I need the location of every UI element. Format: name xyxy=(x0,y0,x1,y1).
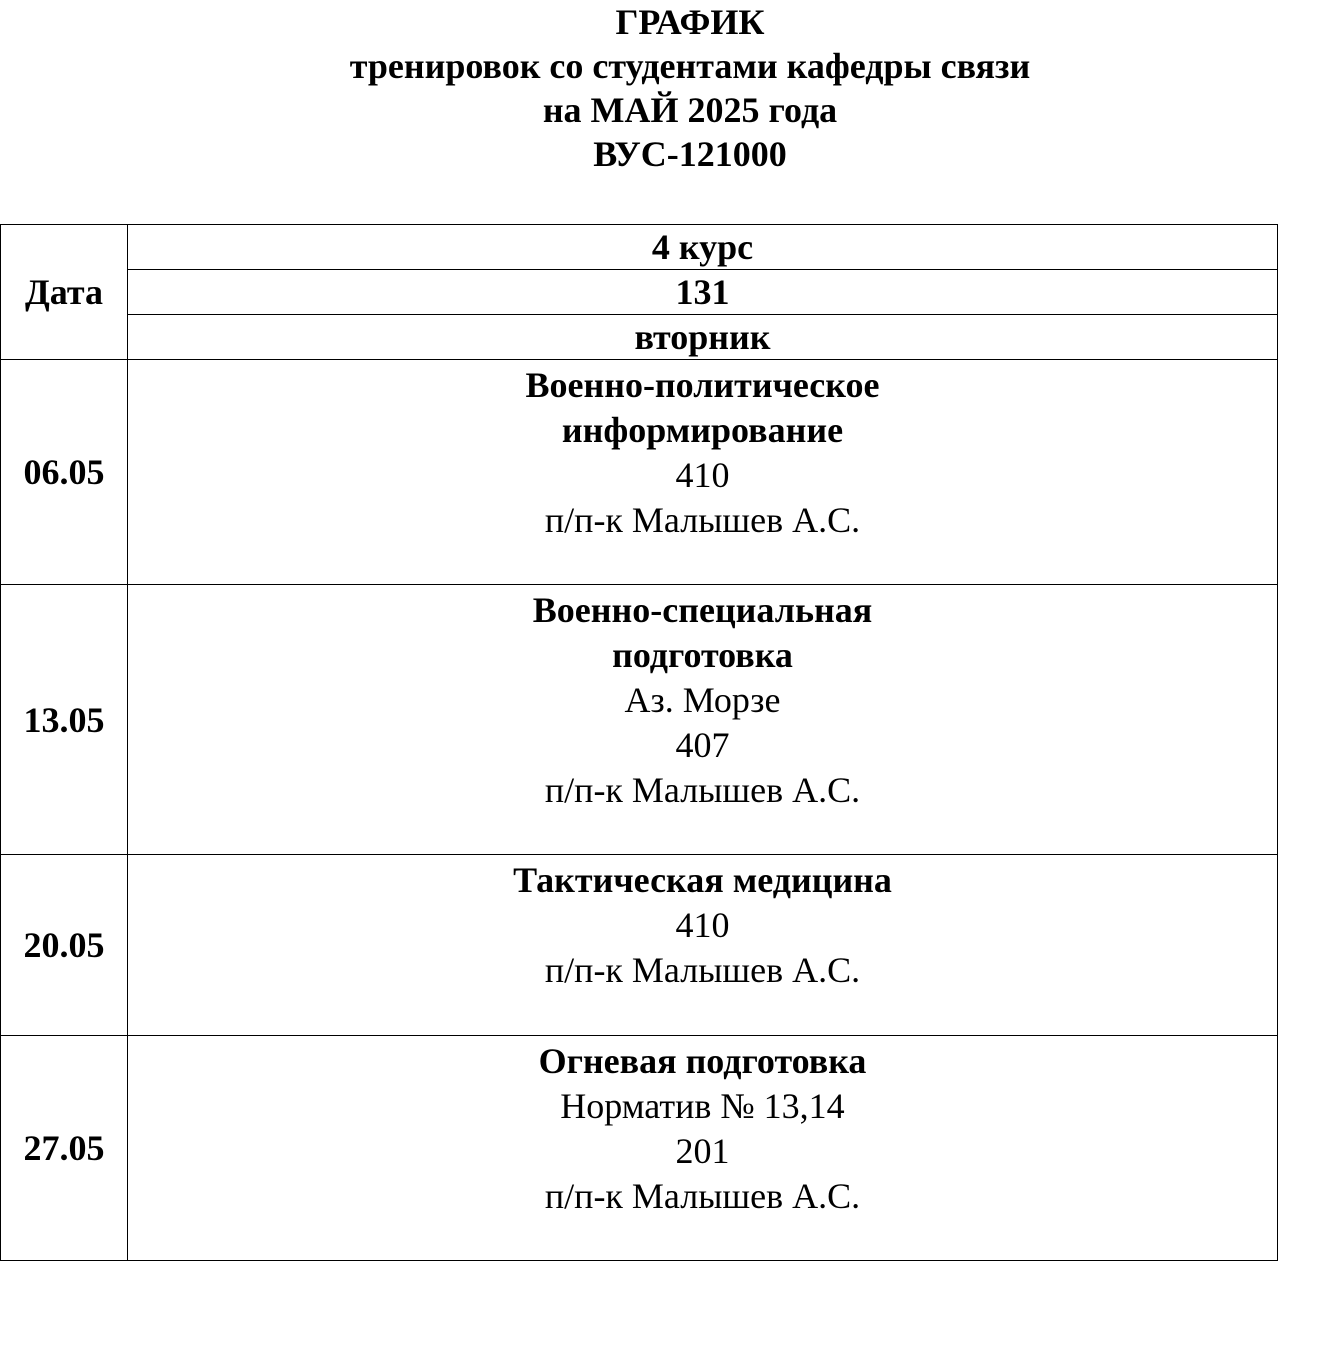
header-row-weekday xyxy=(1,315,1278,360)
row-date: 06.05 xyxy=(1,360,128,585)
date-column-header: Дата xyxy=(1,225,128,360)
weekday-header: вторник xyxy=(128,315,1278,360)
instructor-name: п/п-к Малышев А.С. xyxy=(544,950,861,990)
header-row-group xyxy=(1,270,1278,315)
title-line-2: тренировок со студентами кафедры связи xyxy=(349,46,1031,86)
subject-line: информирование xyxy=(561,410,844,450)
table-row xyxy=(1,855,1278,1036)
instructor-name: п/п-к Малышев А.С. xyxy=(544,770,861,810)
subject-line: Огневая подготовка xyxy=(538,1041,867,1081)
group-header: 131 xyxy=(128,270,1278,315)
subject-line: подготовка xyxy=(612,635,793,675)
row-date: 27.05 xyxy=(1,1036,128,1261)
room-number: 201 xyxy=(675,1131,730,1171)
instructor-name: п/п-к Малышев А.С. xyxy=(544,500,861,540)
title-line-3: на МАЙ 2025 года xyxy=(542,90,838,130)
header-row-course xyxy=(1,225,1278,270)
table-row xyxy=(1,1036,1278,1261)
row-date: 13.05 xyxy=(1,585,128,855)
table-row xyxy=(1,360,1278,585)
course-header: 4 курс xyxy=(128,225,1278,270)
title-line-4: ВУС-121000 xyxy=(593,134,787,174)
row-content xyxy=(128,585,1278,855)
subject-line: Военно-политическое xyxy=(525,365,880,405)
table-row xyxy=(1,585,1278,855)
room-number: 407 xyxy=(675,725,730,765)
schedule-table xyxy=(0,224,1278,1261)
row-date: 20.05 xyxy=(1,855,128,1036)
subject-line: Военно-специальная xyxy=(532,590,873,630)
topic-text: Норматив № 13,14 xyxy=(560,1086,845,1126)
subject-line: Тактическая медицина xyxy=(513,860,892,900)
row-content xyxy=(128,1036,1278,1261)
document-title xyxy=(0,0,1344,176)
room-number: 410 xyxy=(675,455,730,495)
title-line-1: ГРАФИК xyxy=(615,2,765,42)
room-number: 410 xyxy=(675,905,730,945)
row-content xyxy=(128,855,1278,1036)
instructor-name: п/п-к Малышев А.С. xyxy=(544,1176,861,1216)
topic-text: Аз. Морзе xyxy=(624,680,781,720)
row-content xyxy=(128,360,1278,585)
